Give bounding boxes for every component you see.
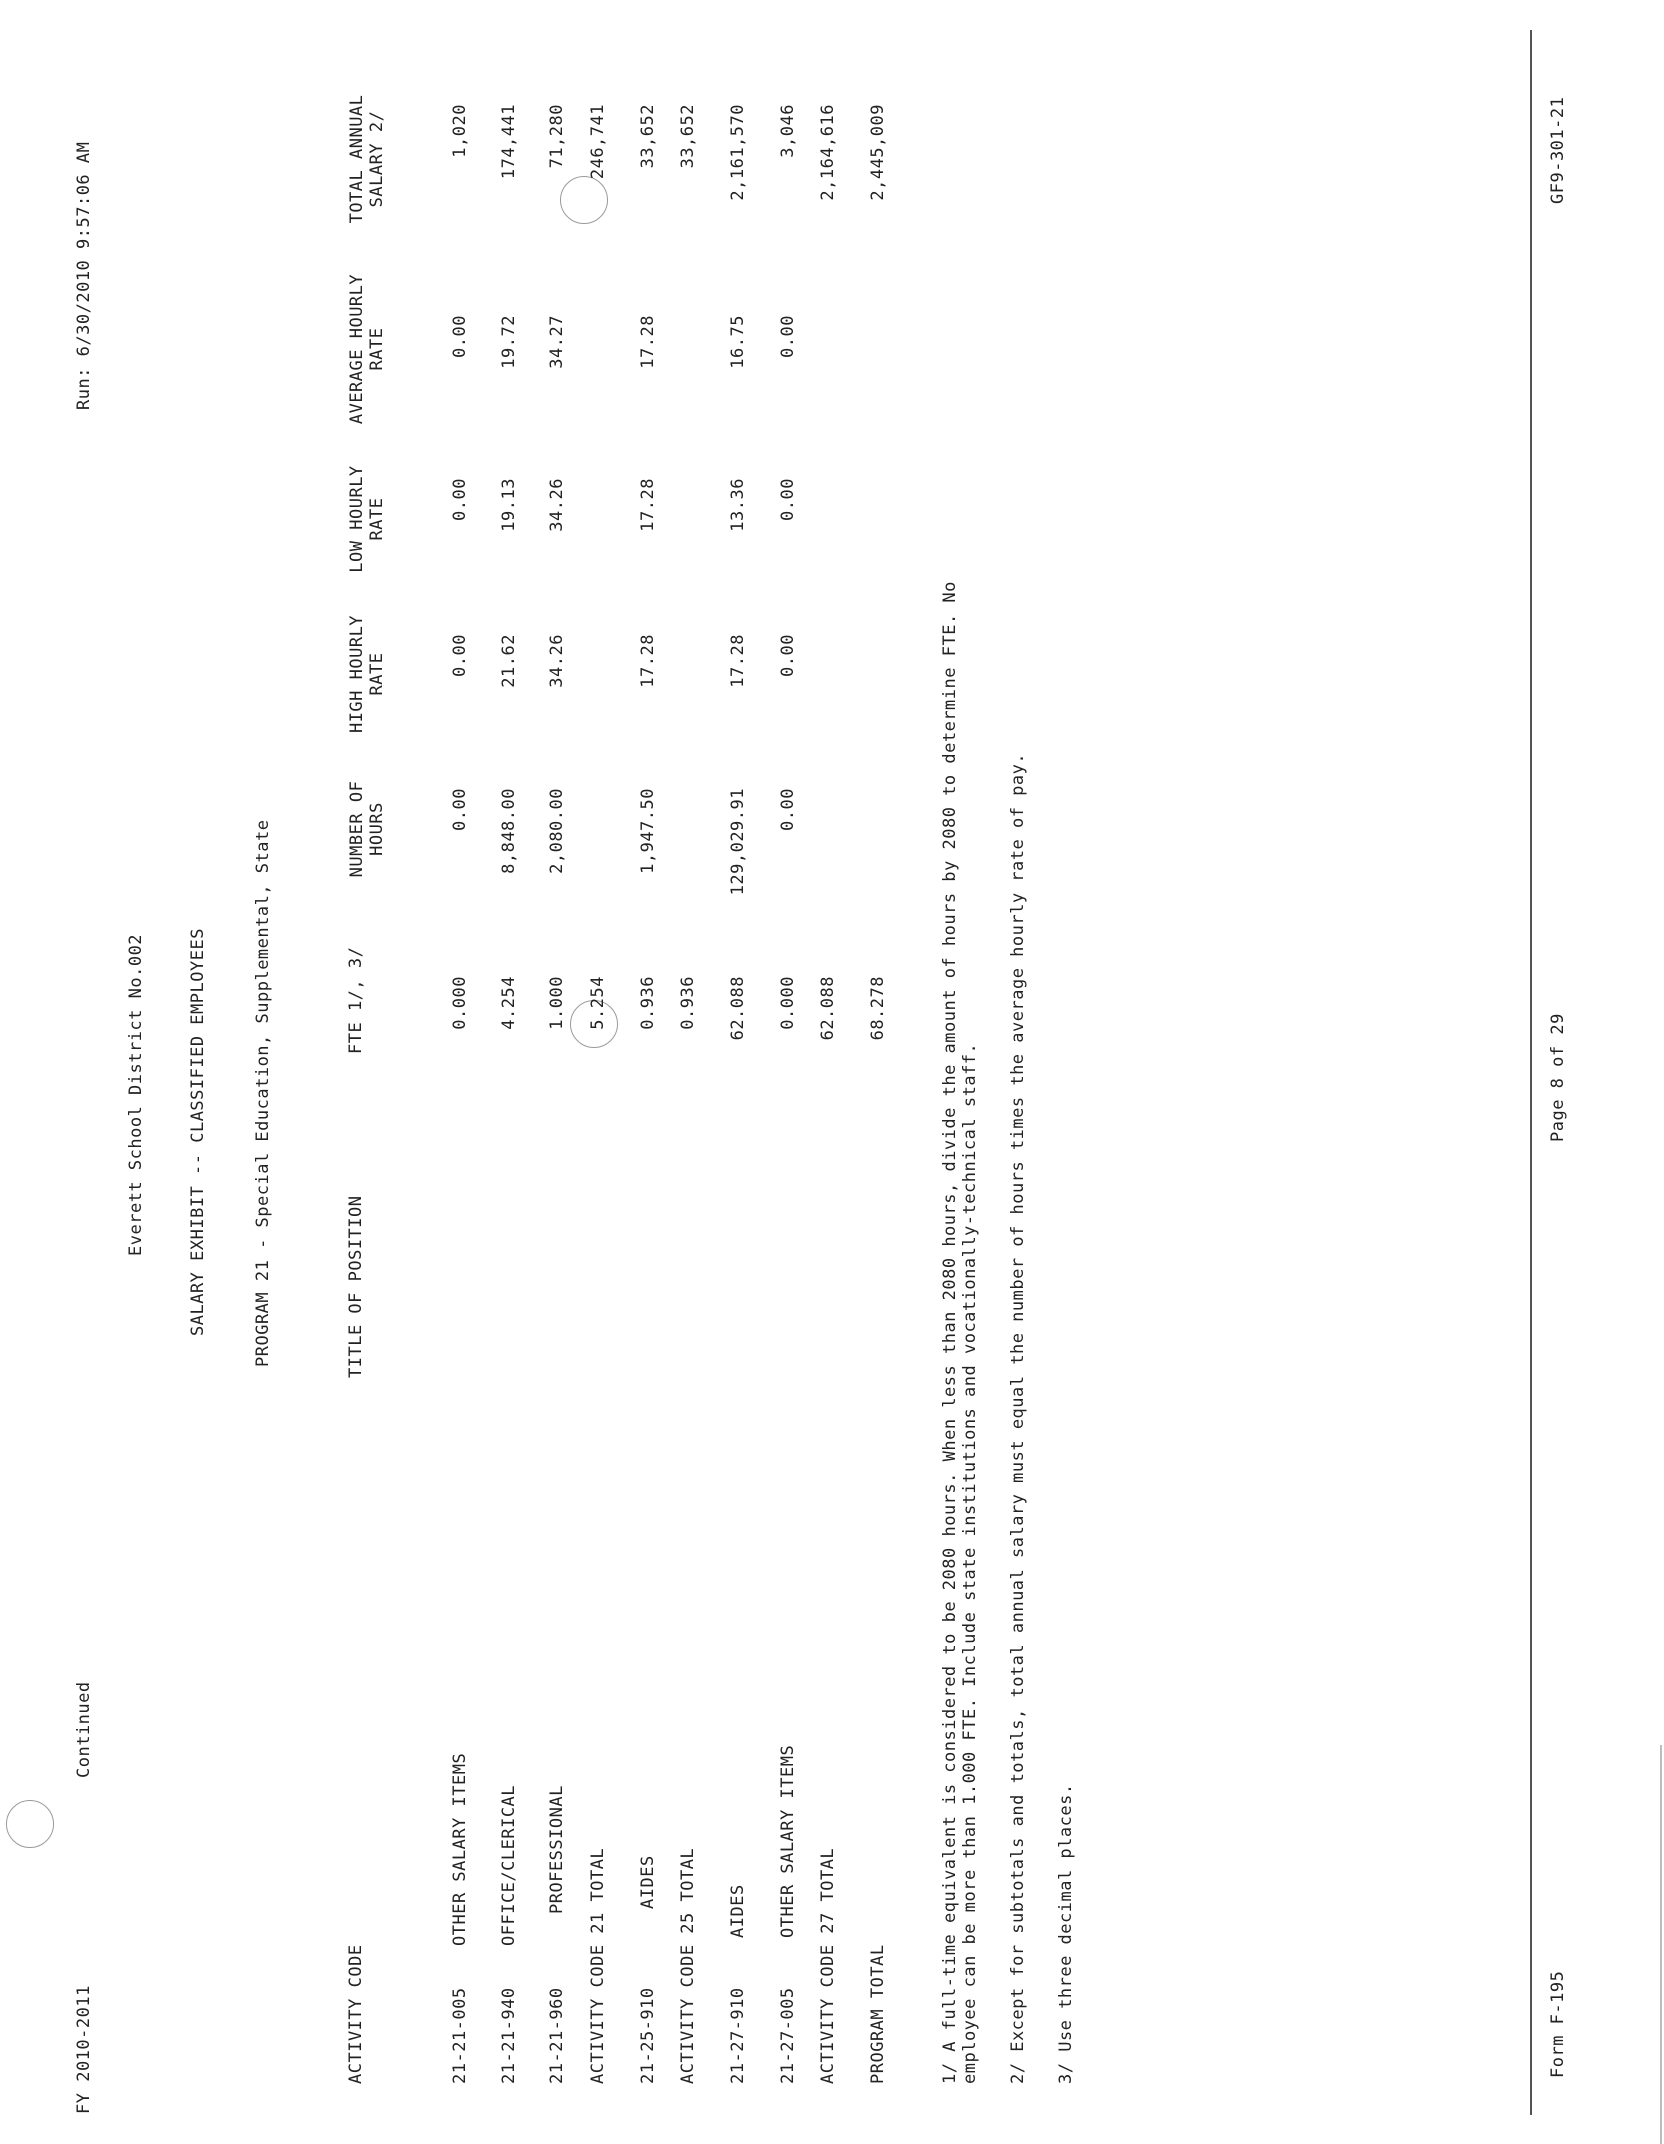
avg-rate-cell: 34.27 (547, 315, 567, 369)
low-rate-cell: 0.00 (778, 478, 798, 521)
footnote-1-line-2: employee can be more than 1.000 FTE. Include state institutions and vocationally-technical staff. (960, 1042, 980, 2084)
run-timestamp: Run: 6/30/2010 9:57:06 AM (74, 141, 94, 410)
form-code: GF9-301-21 (1548, 96, 1568, 204)
high-rate-cell: 0.00 (450, 634, 470, 677)
hours-cell: 129,029.91 (728, 788, 748, 896)
col-activity-code: ACTIVITY CODE (346, 1944, 366, 2084)
footnote-2: 2/ Except for subtotals and totals, total annual salary must equal the number of hours times the average hourly rate of pay. (1008, 752, 1028, 2084)
fte-cell: 1.000 (547, 976, 567, 1030)
fte-cell: 0.000 (450, 976, 470, 1030)
position-title-cell: AIDES (638, 1855, 658, 1909)
continued-label: Continued (74, 1681, 94, 1778)
fte-cell: 62.088 (818, 976, 838, 1041)
low-rate-cell: 34.26 (547, 478, 567, 532)
position-title-cell: PROFESSIONAL (547, 1785, 567, 1914)
fte-cell: 4.254 (499, 976, 519, 1030)
col-average-hourly-rate: AVERAGE HOURLY RATE (347, 273, 387, 425)
activity-code-cell: 21-21-960 (547, 1987, 567, 2084)
position-title-cell: OFFICE/CLERICAL (499, 1784, 519, 1946)
footnote-1-line-1: 1/ A full-time equivalent is considered to be 2080 hours. When less than 2080 hours, divide the amount of hours by 2080 to determine FTE. No (940, 581, 960, 2084)
col-high-hourly-rate: HIGH HOURLY RATE (347, 614, 387, 734)
position-title-cell: OTHER SALARY ITEMS (450, 1752, 470, 1946)
total-label: ACTIVITY CODE 25 TOTAL (678, 1847, 698, 2084)
col-total-annual-salary: TOTAL ANNUAL SALARY 2/ (347, 94, 387, 224)
col-number-of-hours: NUMBER OF HOURS (347, 780, 387, 878)
fte-cell: 0.936 (638, 976, 658, 1030)
activity-code-cell: 21-25-910 (638, 1987, 658, 2084)
avg-rate-cell: 17.28 (638, 315, 658, 369)
low-rate-cell: 19.13 (499, 478, 519, 532)
high-rate-cell: 0.00 (778, 634, 798, 677)
low-rate-cell: 0.00 (450, 478, 470, 521)
fte-cell: 68.278 (868, 976, 888, 1041)
district-name: Everett School District No.002 (126, 933, 146, 1256)
fte-cell: 62.088 (728, 976, 748, 1041)
hours-cell: 0.00 (450, 788, 470, 831)
col-fte: FTE 1/, 3/ (346, 946, 366, 1054)
activity-code-cell: 21-21-940 (499, 1987, 519, 2084)
total-label: ACTIVITY CODE 27 TOTAL (818, 1847, 838, 2084)
salary-cell: 33,652 (638, 104, 658, 169)
activity-code-cell: 21-27-005 (778, 1987, 798, 2084)
fte-cell: 5.254 (588, 976, 608, 1030)
avg-rate-cell: 19.72 (499, 315, 519, 369)
col-low-hourly-rate: LOW HOURLY RATE (347, 465, 387, 573)
high-rate-cell: 17.28 (728, 634, 748, 688)
exhibit-title: SALARY EXHIBIT -- CLASSIFIED EMPLOYEES (188, 928, 208, 1336)
fte-cell: 0.000 (778, 976, 798, 1030)
salary-cell: 246,741 (588, 104, 608, 180)
salary-cell: 1,020 (450, 104, 470, 158)
high-rate-cell: 34.26 (547, 634, 567, 688)
activity-code-cell: 21-21-005 (450, 1987, 470, 2084)
footnote-3: 3/ Use three decimal places. (1056, 1783, 1076, 2084)
salary-cell: 2,161,570 (728, 104, 748, 201)
form-number: Form F-195 (1548, 1970, 1568, 2078)
salary-cell: 2,445,009 (868, 104, 888, 201)
hours-cell: 0.00 (778, 788, 798, 831)
avg-rate-cell: 16.75 (728, 315, 748, 369)
salary-cell: 33,652 (678, 104, 698, 169)
fte-cell: 0.936 (678, 976, 698, 1030)
fiscal-year-label: FY 2010-2011 (74, 1985, 94, 2114)
position-title-cell: AIDES (728, 1884, 748, 1938)
col-title-of-position: TITLE OF POSITION (346, 1195, 366, 1378)
activity-code-cell: 21-27-910 (728, 1987, 748, 2084)
high-rate-cell: 21.62 (499, 634, 519, 688)
page-number: Page 8 of 29 (1548, 1013, 1568, 1142)
high-rate-cell: 17.28 (638, 634, 658, 688)
total-label: ACTIVITY CODE 21 TOTAL (588, 1847, 608, 2084)
avg-rate-cell: 0.00 (450, 315, 470, 358)
avg-rate-cell: 0.00 (778, 315, 798, 358)
hours-cell: 1,947.50 (638, 788, 658, 874)
salary-cell: 3,046 (778, 104, 798, 158)
hours-cell: 2,080.00 (547, 788, 567, 874)
position-title-cell: OTHER SALARY ITEMS (778, 1744, 798, 1938)
program-title: PROGRAM 21 - Special Education, Supplemental, State (253, 819, 273, 1367)
low-rate-cell: 17.28 (638, 478, 658, 532)
low-rate-cell: 13.36 (728, 478, 748, 532)
salary-cell: 2,164,616 (818, 104, 838, 201)
hours-cell: 8,848.00 (499, 788, 519, 874)
salary-cell: 71,280 (547, 104, 567, 169)
total-label: PROGRAM TOTAL (868, 1944, 888, 2084)
salary-cell: 174,441 (499, 104, 519, 180)
